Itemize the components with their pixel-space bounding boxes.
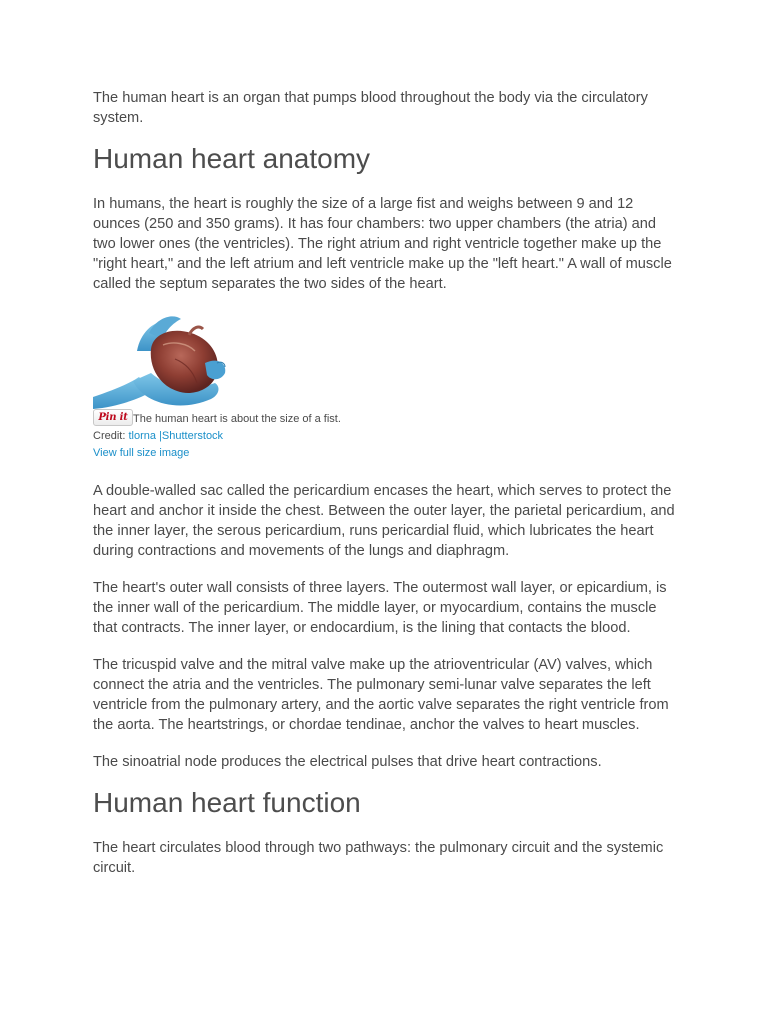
pin-button-label: Pin it [98,412,128,423]
view-full-size-link[interactable]: View full size image [93,447,190,459]
anatomy-paragraph-5: The sinoatrial node produces the electrical pulses that drive heart contractions. [93,754,602,770]
anatomy-paragraph-4: The tricuspid valve and the mitral valve make up the atrioventricular (AV) valves, which connect the atria and the ventricles. The pulmonary semi-lunar valve separates the left ventricle from the pulmonary artery, and the aortic valve separates the right ventricle from the aorta. The heartstrings, or chordae tendinae, anchor the valves to heart muscles. [93,657,669,733]
figure-caption: The human heart is about the size of a fist. [133,413,341,425]
function-paragraph-1: The heart circulates blood through two pathways: the pulmonary circuit and the systemic circuit. [93,840,664,876]
credit-separator: | [156,430,162,442]
credit-agency-link[interactable]: Shutterstock [161,430,224,442]
heart-figure [93,311,678,461]
caption-row [93,409,678,429]
credit-prefix: Credit: [93,430,129,442]
pinterest-pin-button[interactable] [93,409,133,426]
heart-in-gloved-hand-image[interactable] [93,311,253,409]
article-body [93,88,678,895]
intro-paragraph: The human heart is an organ that pumps blood throughout the body via the circulatory system. [93,90,648,126]
credit-author-link[interactable]: tlorna [128,430,156,442]
function-heading: Human heart function [93,787,361,818]
anatomy-heading: Human heart anatomy [93,143,371,174]
anatomy-paragraph-1: In humans, the heart is roughly the size of a large fist and weighs between 9 and 12 ounces (250 and 350 grams). It has four chambers: two upper chambers (the atria) and two lower ones (the ventricles). The right atrium and right ventricle together make up the "right heart," and the left atrium and left ventricle make up the "left heart." A wall of muscle called the septum separates the two sides of the heart. [93,196,672,292]
figure-credit [93,429,678,443]
anatomy-paragraph-2: A double-walled sac called the pericardium encases the heart, which serves to protect the heart and anchor it inside the chest. Between the outer layer, the parietal pericardium, and the inner layer, the serous pericardium, runs pericardial fluid, which lubricates the heart during contractions and movements of the lungs and diaphragm. [93,483,675,559]
anatomy-paragraph-3: The heart's outer wall consists of three layers. The outermost wall layer, or epicardium, is the inner wall of the pericardium. The middle layer, or myocardium, contains the muscle that contracts. The inner layer, or endocardium, is the lining that contacts the blood. [93,580,667,636]
